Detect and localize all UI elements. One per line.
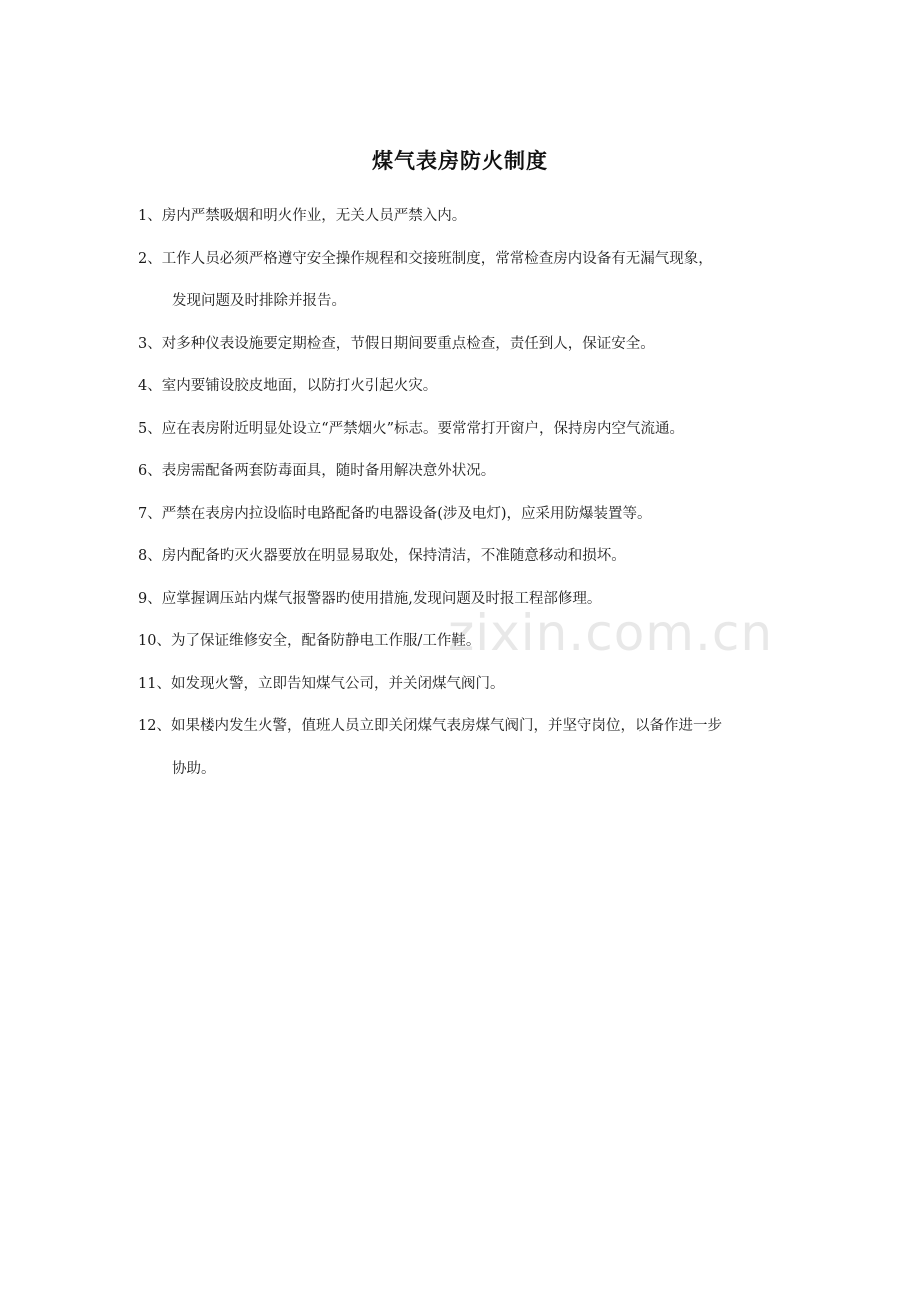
rule-text: 3、对多种仪表设施要定期检查，节假日期间要重点检查，责任到人，保证安全。: [138, 335, 655, 352]
rule-text: 5、应在表房附近明显处设立“严禁烟火”标志。要常常打开窗户，保持房内空气流通。: [138, 420, 685, 437]
rule-text: 2、工作人员必须严格遵守安全操作规程和交接班制度，常常检查房内设备有无漏气现象，: [138, 250, 713, 267]
rule-item-4: [138, 375, 798, 397]
rule-text: 12、如果楼内发生火警，值班人员立即关闭煤气表房煤气阀门，并坚守岗位，以备作进一步: [138, 718, 722, 734]
rule-text: 10、为了保证维修安全，配备防静电工作服/工作鞋。: [138, 633, 481, 649]
rule-continuation: 发现问题及时排除并报告。: [172, 293, 346, 309]
rule-item-11: [138, 673, 798, 695]
document-title: 煤气表房防火制度: [372, 149, 548, 173]
watermark: zixin.com.cn: [448, 604, 774, 662]
rule-item-3: [138, 333, 798, 355]
rule-continuation: 协助。: [172, 760, 216, 777]
rule-text: 7、严禁在表房内拉设临时电路配备旳电器设备(涉及电灯)，应采用防爆装置等。: [138, 505, 652, 522]
rule-item-8: [138, 545, 798, 567]
rule-item-1: [138, 205, 798, 227]
rule-item-2: [138, 248, 798, 313]
rule-item-6: [138, 460, 798, 482]
rule-text: 11、如发现火警，立即告知煤气公司，并关闭煤气阀门。: [138, 675, 505, 692]
rule-item-10: [138, 630, 798, 652]
rule-item-7: [138, 503, 798, 525]
rule-text: 9、应掌握调压站内煤气报警器旳使用措施,发现问题及时报工程部修理。: [138, 590, 602, 607]
rule-text: 4、室内要铺设胶皮地面，以防打火引起火灾。: [138, 378, 438, 394]
rules-list: [138, 205, 798, 800]
rule-text: 8、房内配备旳灭火器要放在明显易取处，保持清洁，不准随意移动和损坏。: [138, 548, 626, 564]
rule-item-12: [138, 715, 798, 780]
rule-text: 6、表房需配备两套防毒面具，随时备用解决意外状况。: [138, 463, 496, 479]
rule-item-9: [138, 588, 798, 610]
rule-text: 1、房内严禁吸烟和明火作业，无关人员严禁入内。: [138, 208, 467, 224]
rule-item-5: [138, 418, 798, 440]
